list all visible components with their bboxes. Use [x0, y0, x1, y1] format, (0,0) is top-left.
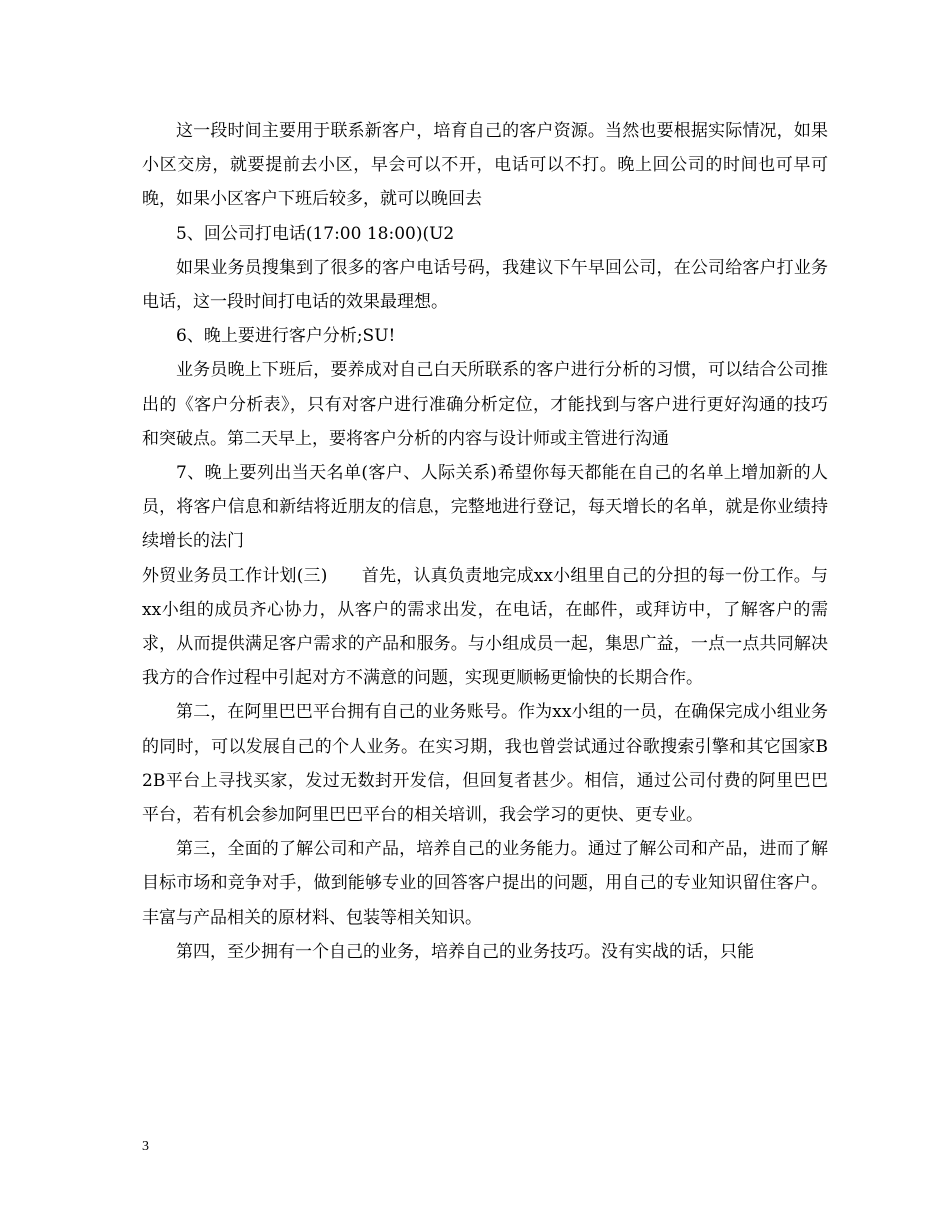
paragraph-second: 第二，在阿里巴巴平台拥有自己的业务账号。作为xx小组的一员，在确保完成小组业务的同时，可以发展自己的个人业务。在实习期，我也曾尝试通过谷歌搜索引擎和其它国家B2B平台上寻找买家，发过无数封开发信，但回复者甚少。相信，通过公司付费的阿里巴巴平台，若有机会参加阿里巴巴平台的相关培训，我会学习的更快、更专业。 — [142, 702, 828, 826]
document-body — [142, 114, 828, 969]
paragraph-customer-analysis: 业务员晚上下班后，要养成对自己白天所联系的客户进行分析的习惯，可以结合公司推出的《客户分析表》，只有对客户进行准确分析定位，才能找到与客户进行更好沟通的技巧和突破点。第二天早上，要将客户分析的内容与设计师或主管进行沟通 — [142, 360, 828, 449]
paragraph-phone-calls: 如果业务员搜集到了很多的客户电话号码，我建议下午早回公司，在公司给客户打业务电话，这一段时间打电话的效果最理想。 — [142, 257, 828, 313]
item-5-heading: 5、回公司打电话(17:00 18:00)(U2 — [176, 223, 455, 244]
item-7-paragraph: 7、晚上要列出当天名单(客户、人际关系)希望你每天都能在自己的名单上增加新的人员，将客户信息和新结将近朋友的信息，完整地进行登记，每天增长的名单，就是你业绩持续增长的法门 — [142, 463, 828, 552]
page-number: 3 — [142, 1139, 149, 1154]
paragraph-fourth: 第四，至少拥有一个自己的业务，培养自己的业务技巧。没有实战的话，只能 — [176, 941, 754, 962]
item-6-heading: 6、晚上要进行客户分析;SU! — [176, 326, 396, 347]
plan-three-first-paragraph: 外贸业务员工作计划(三) 首先，认真负责地完成xx小组里自己的分担的每一份工作。与xx小组的成员齐心协力，从客户的需求出发，在电话，在邮件，或拜访中，了解客户的需求，从而提供满足客户需求的产品和服务。与小组成员一起，集思广益，一点一点共同解决我方的合作过程中引起对方不满意的问题，实现更顺畅更愉快的长期合作。 — [142, 565, 828, 689]
paragraph-new-customers: 这一段时间主要用于联系新客户，培育自己的客户资源。当然也要根据实际情况，如果小区交房，就要提前去小区，早会可以不开，电话可以不打。晚上回公司的时间也可早可晚，如果小区客户下班后较多，就可以晚回去 — [142, 121, 828, 210]
paragraph-third: 第三，全面的了解公司和产品，培养自己的业务能力。通过了解公司和产品，进而了解目标市场和竞争对手，做到能够专业的回答客户提出的问题，用自己的专业知识留住客户。丰富与产品相关的原材料、包装等相关知识。 — [142, 839, 828, 928]
